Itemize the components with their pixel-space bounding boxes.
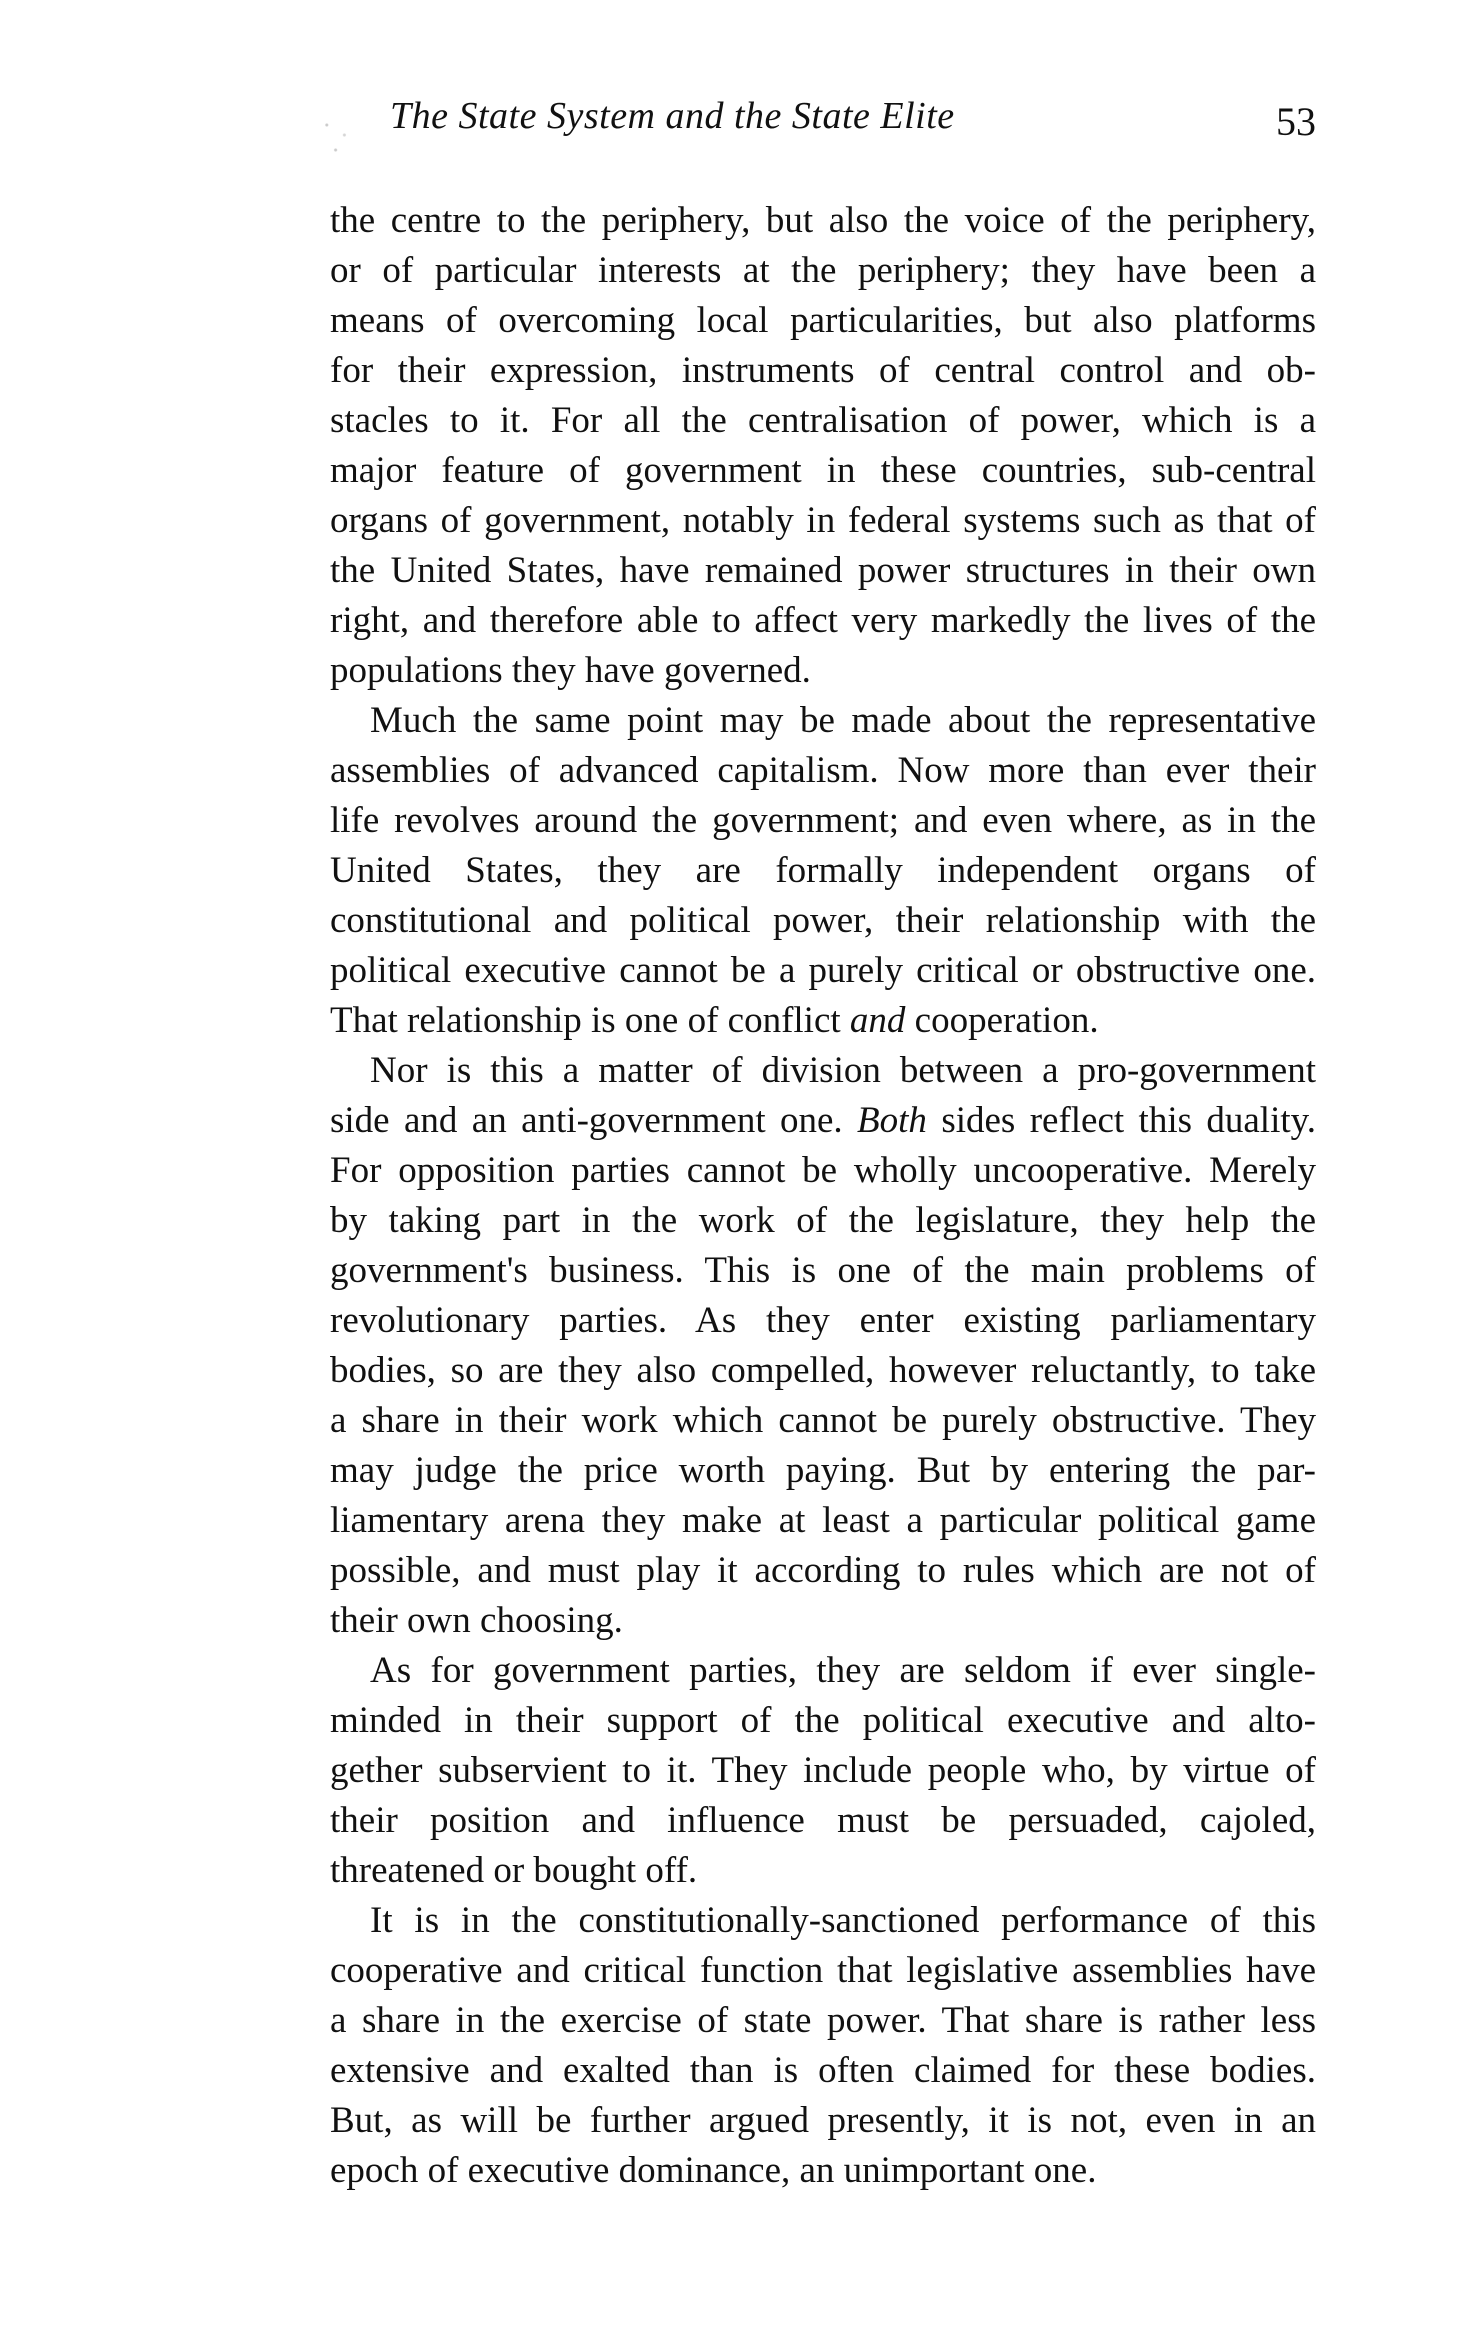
text-line: minded in their support of the political executive and alto- — [330, 1700, 1316, 1741]
text-line: side and an anti-government one. Both sides reflect this duality. — [330, 1100, 1316, 1141]
text-line: life revolves around the government; and even where, as in the — [330, 800, 1316, 841]
text-line: Much the same point may be made about the representative — [370, 700, 1316, 741]
text-line: Nor is this a matter of division between a pro-government — [370, 1050, 1316, 1091]
text-line: for their expression, instruments of central control and ob- — [330, 350, 1316, 391]
text-line: or of particular interests at the periphery; they have been a — [330, 250, 1316, 291]
text-line: organs of government, notably in federal systems such as that of — [330, 500, 1316, 541]
text-line: their own choosing. — [330, 1600, 623, 1641]
text-line: But, as will be further argued presently, it is not, even in an — [330, 2100, 1316, 2141]
page-header — [370, 86, 1316, 156]
text-line: constitutional and political power, their relationship with the — [330, 900, 1316, 941]
text-line: cooperative and critical function that legislative assemblies have — [330, 1950, 1316, 1991]
text-line: liamentary arena they make at least a particular political game — [330, 1500, 1316, 1541]
text-line: stacles to it. For all the centralisation of power, which is a — [330, 400, 1316, 441]
text-line: the United States, have remained power structures in their own — [330, 550, 1316, 591]
text-line: possible, and must play it according to rules which are not of — [330, 1550, 1316, 1591]
text-line: revolutionary parties. As they enter existing parliamentary — [330, 1300, 1316, 1341]
scan-smudge — [318, 110, 362, 160]
text-line: political executive cannot be a purely critical or obstructive one. — [330, 950, 1316, 991]
text-line: United States, they are formally independent organs of — [330, 850, 1316, 891]
text-line: a share in the exercise of state power. That share is rather less — [330, 2000, 1316, 2041]
text-line: major feature of government in these countries, sub-central — [330, 450, 1316, 491]
text-line: government's business. This is one of the main problems of — [330, 1250, 1316, 1291]
text-line: extensive and exalted than is often claimed for these bodies. — [330, 2050, 1316, 2091]
text-line: the centre to the periphery, but also the voice of the periphery, — [330, 200, 1316, 241]
text-line: As for government parties, they are seldom if ever single- — [370, 1650, 1316, 1691]
text-line: That relationship is one of conflict and cooperation. — [330, 1000, 1099, 1041]
text-line: gether subservient to it. They include people who, by virtue of — [330, 1750, 1316, 1791]
text-line: a share in their work which cannot be purely obstructive. They — [330, 1400, 1316, 1441]
text-line: their position and influence must be persuaded, cajoled, — [330, 1800, 1316, 1841]
text-line: right, and therefore able to affect very markedly the lives of the — [330, 600, 1316, 641]
text-line: For opposition parties cannot be wholly uncooperative. Merely — [330, 1150, 1316, 1191]
text-line: epoch of executive dominance, an unimportant one. — [330, 2150, 1097, 2191]
running-title: The State System and the State Elite — [390, 95, 955, 137]
text-line: threatened or bought off. — [330, 1850, 698, 1891]
text-line: populations they have governed. — [330, 650, 811, 691]
text-line: means of overcoming local particularities, but also platforms — [330, 300, 1316, 341]
page-number: 53 — [1276, 99, 1316, 144]
text-line: may judge the price worth paying. But by entering the par- — [330, 1450, 1316, 1491]
body-text — [330, 196, 1316, 2196]
text-line: bodies, so are they also compelled, however reluctantly, to take — [330, 1350, 1316, 1391]
text-line: It is in the constitutionally-sanctioned performance of this — [370, 1900, 1316, 1941]
text-line: assemblies of advanced capitalism. Now more than ever their — [330, 750, 1316, 791]
text-line: by taking part in the work of the legislature, they help the — [330, 1200, 1316, 1241]
